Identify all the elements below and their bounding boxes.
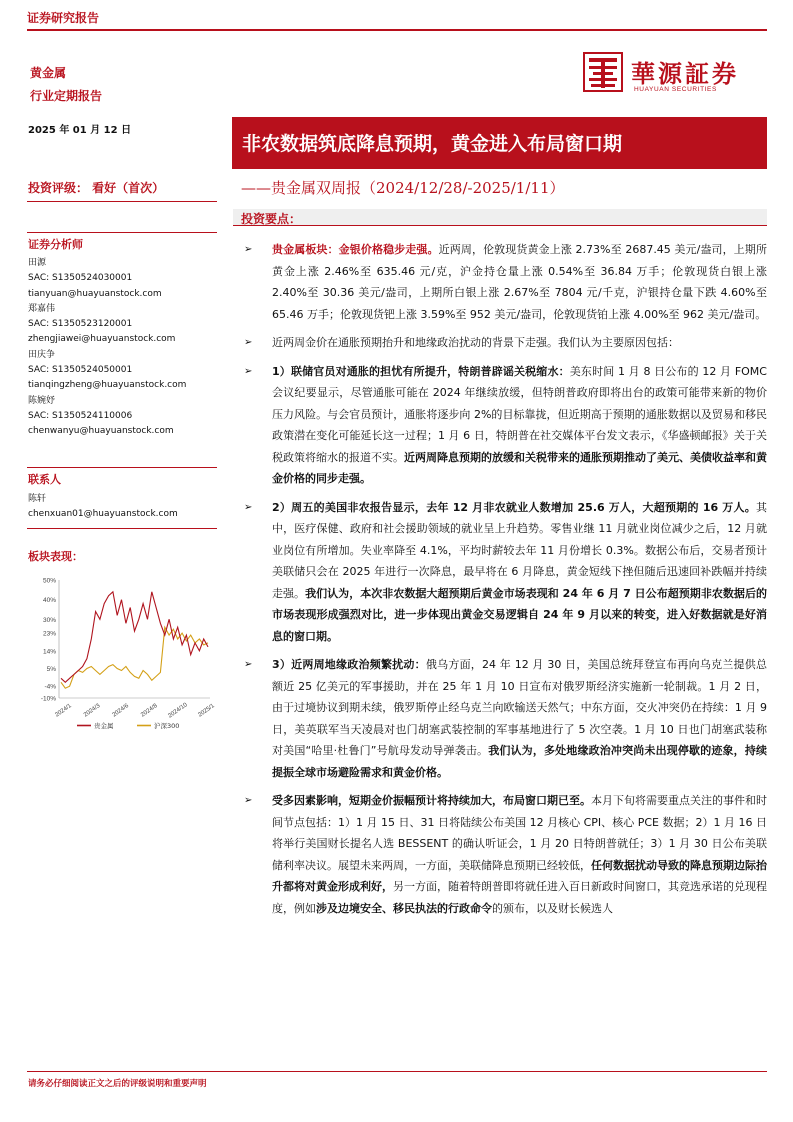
analyst-email[interactable]: tianqingzheng@huayuanstock.com [28, 380, 187, 391]
x-tick-label: 2024/8 [140, 703, 159, 719]
paragraph-body: 近两周，伦敦现货黄金上涨 2.73%至 2687.45 美元/盎司，上期所黄金上涨 2.46%至 635.46 元/克，沪金持仓量上涨 0.54%至 36.84 万手；伦敦现货白银上涨 2.40%至 30.36 美元/盎司，上期所白银上涨 2.67%至 7804 元/千克，沪银持仓量下跌 4.60%至 65.46 万手；伦敦现货钯上涨 3.59%至 952 美元/盎司，伦敦现货铂上涨 4.00%至 962 美元/盎司。 [272, 243, 767, 321]
paragraph-reason-1 [244, 361, 767, 490]
x-tick-label: 2024/1 [54, 703, 73, 719]
paragraph-body: 俄乌方面，24 年 12 月 30 日，美国总统拜登宣布再向乌克兰提供总额近 25 亿美元的军事援助，并在 25 年 1 月 10 日宣布对俄罗斯经济实施新一轮制裁。1 月 2 日，由于过境协议到期未续，俄罗斯停止经乌克兰向欧输送天然气；中东方面，交火冲突仍在持续：1 月 9 日，美英联军当天凌晨对也门胡塞武装控制的军事基地进行了 5 次空袭。1 月 10 日也门胡塞武装称对美国“哈里·杜鲁门”号航母发动导弹袭击。 [272, 658, 767, 757]
y-tick-label: -10% [40, 695, 56, 703]
legend-label: 沪深300 [154, 722, 180, 730]
analyst-name: 田源 [28, 258, 47, 268]
paragraph-body: 本月下旬将需要重点关注的事件和时间节点包括：1）1 月 15 日、31 日将陆续公布美国 12 月核心 CPI、核心 PCE 数据；2）1 月 16 日将举行美国财长提名人选 BESSENT 的确认听证会，1 月 20 日特朗普就任；3）1 月 30 日公布美联储利率决议。展望未来两周，一方面，美联储降息预期已经较低， [272, 794, 767, 872]
paragraph-lead: 受多因素影响，短期金价振幅预计将持续加大，布局窗口期已至。 [272, 794, 591, 807]
paragraph-lead: 贵金属板块：金银价格稳步走强。 [272, 243, 439, 256]
paragraph-body: 其中，医疗保健、政府和社会援助领域的就业呈上升趋势。零售业继 11 月就业岗位减少之后，12 月就业岗位有所增加。失业率降至 4.1%，平均时薪较去年 11 月份增长 0.3%。数据公布后，交易者预计美联储只会在 2025 年进行一次降息，最早将在 6 月降息，黄金短线下挫但随后迅速回补跌幅并持续走强。 [272, 500, 767, 600]
paragraph-lead: 3）近两周地缘政治频繁扰动： [272, 658, 426, 671]
sector-label: 黄金属 [30, 66, 67, 80]
analyst-sac: SAC: S1350524110006 [28, 410, 133, 421]
contact-heading: 联系人 [28, 473, 61, 486]
analyst-email[interactable]: chenwanyu@huayuanstock.com [28, 426, 174, 437]
footer-divider [27, 1071, 767, 1072]
paragraph-reason-2 [244, 497, 767, 648]
sidebar-divider [27, 467, 217, 468]
paragraph-conclusion: 我们认为，本次非农数据大超预期后黄金市场表现和 24 年 6 月 7 日公布超预期非农数据后的市场表现形成强烈对比，进一步体现出黄金交易逻辑自 24 年 9 月以来的转变，进入好数据就是好消息的窗口期。 [272, 586, 767, 643]
arrow-bullet-icon: ➢ [244, 659, 253, 670]
paragraph-lead: 1）联储官员对通胀的担忧有所提升，特朗普辟谣关税缩水： [272, 364, 570, 378]
logo-english-name: HUAYUAN SECURITIES [634, 86, 717, 93]
paragraph-body: 的颁布，以及财长候选人 [492, 901, 613, 915]
contact-name: 陈轩 [28, 494, 47, 504]
report-category-label: 证券研究报告 [27, 11, 100, 25]
arrow-bullet-icon: ➢ [244, 501, 253, 513]
y-tick-label: 50% [42, 577, 56, 585]
report-subtitle: ——贵金属双周报（2024/12/28/-2025/1/11） [241, 179, 565, 197]
arrow-bullet-icon: ➢ [244, 337, 253, 348]
contact-email[interactable]: chenxuan01@huayuanstock.com [28, 509, 178, 520]
section-heading: 投资要点： [241, 212, 302, 226]
paragraph-intro [244, 332, 767, 354]
paragraph-body: 近两周金价在通胀预期抬升和地缘政治扰动的背景下走强。我们认为主要原因包括： [272, 336, 679, 349]
y-tick-label: -4% [44, 683, 56, 691]
arrow-bullet-icon: ➢ [244, 795, 253, 806]
report-date: 2025 年 01 月 12 日 [28, 125, 132, 136]
sidebar-divider [27, 528, 217, 529]
sidebar-divider [27, 232, 217, 233]
y-tick-label: 30% [42, 616, 56, 624]
paragraph-conclusion: 我们认为，多处地缘政治冲突尚未出现停歇的迹象，持续提振全球市场避险需求和黄金价格。 [272, 744, 767, 779]
report-title: 非农数据筑底降息预期，黄金进入布局窗口期 [232, 117, 767, 169]
paragraph-sector-summary [244, 239, 767, 325]
header-divider [27, 29, 767, 31]
y-tick-label: 40% [42, 597, 56, 605]
paragraph-conclusion: 近两周降息预期的放缓和关税带来的通胀预期推动了美元、美债收益率和黄金价格的同步走强。 [272, 450, 767, 485]
paragraph-reason-3 [244, 654, 767, 783]
analyst-sac: SAC: S1350523120001 [28, 319, 133, 330]
logo-seal-icon [583, 52, 623, 92]
report-type-label: 行业定期报告 [30, 89, 103, 103]
x-tick-label: 2025/1 [197, 703, 216, 719]
analyst-email[interactable]: tianyuan@huayuanstock.com [28, 288, 162, 299]
analyst-name: 陈婉妤 [28, 395, 56, 406]
chart-canvas [27, 572, 217, 737]
paragraph-emphasis: 任何数据扰动导致的降息预期边际抬升都将对黄金形成利好， [272, 858, 767, 893]
y-tick-label: 14% [42, 648, 56, 656]
arrow-bullet-icon: ➢ [244, 244, 253, 255]
x-tick-label: 2024/6 [111, 703, 131, 719]
analysts-heading: 证券分析师 [28, 238, 83, 251]
paragraph-outlook [244, 790, 767, 919]
paragraph-lead: 2）周五的美国非农报告显示，去年 12 月非农就业人数增加 25.6 万人，大超预期的 16 万人。 [272, 500, 756, 514]
contact-list [28, 492, 178, 523]
section-heading-bar [233, 209, 767, 226]
x-tick-label: 2024/10 [167, 702, 189, 720]
analyst-email[interactable]: zhengjiawei@huayuanstock.com [28, 334, 176, 345]
paragraph-body: 美东时间 1 月 8 日公布的 12 月 FOMC 会议纪要显示，尽管通胀可能在 2024 年继续放缓，但特朗普政府即将出台的政策可能带来新的物价压力风险。与会官员预计，通胀将逐步向 2%的目标靠拢，但近期高于预期的通胀数据以及贸易和移民政策潜在变化可能延长这一过程；1 月 6 日，特朗普在社交媒体平台发文表示，《华盛顿邮报》关于关税政策将缩水的报道不实。 [272, 364, 767, 464]
y-tick-label: 5% [46, 666, 56, 673]
arrow-bullet-icon: ➢ [244, 365, 253, 377]
sector-performance-chart [27, 572, 217, 737]
analyst-list [28, 256, 186, 440]
legend-label: 贵金属 [94, 722, 114, 730]
analyst-sac: SAC: S1350524030001 [28, 273, 133, 284]
paragraph-body: 另一方面，随着特朗普即将就任进入百日新政时间窗口，其竞选承诺的兑现程度，例如 [272, 880, 767, 915]
paragraph-emphasis: 涉及边境安全、移民执法的行政命令 [316, 901, 492, 915]
y-tick-label: 23% [42, 630, 56, 638]
chart-title: 板块表现： [28, 550, 83, 563]
analyst-name: 郑嘉伟 [28, 303, 56, 314]
disclaimer-footer: 请务必仔细阅读正文之后的评级说明和重要声明 [28, 1079, 207, 1089]
x-tick-label: 2024/3 [82, 703, 102, 719]
sidebar-divider [27, 201, 217, 202]
main-content [244, 239, 767, 919]
analyst-name: 田庆争 [28, 349, 56, 360]
logo-chinese-name: 華源証券 [631, 59, 739, 88]
investment-rating: 投资评级： 看好（首次） [28, 181, 165, 195]
company-logo [583, 52, 773, 100]
analyst-sac: SAC: S1350524050001 [28, 365, 133, 376]
series-line-贵金属 [61, 592, 208, 683]
